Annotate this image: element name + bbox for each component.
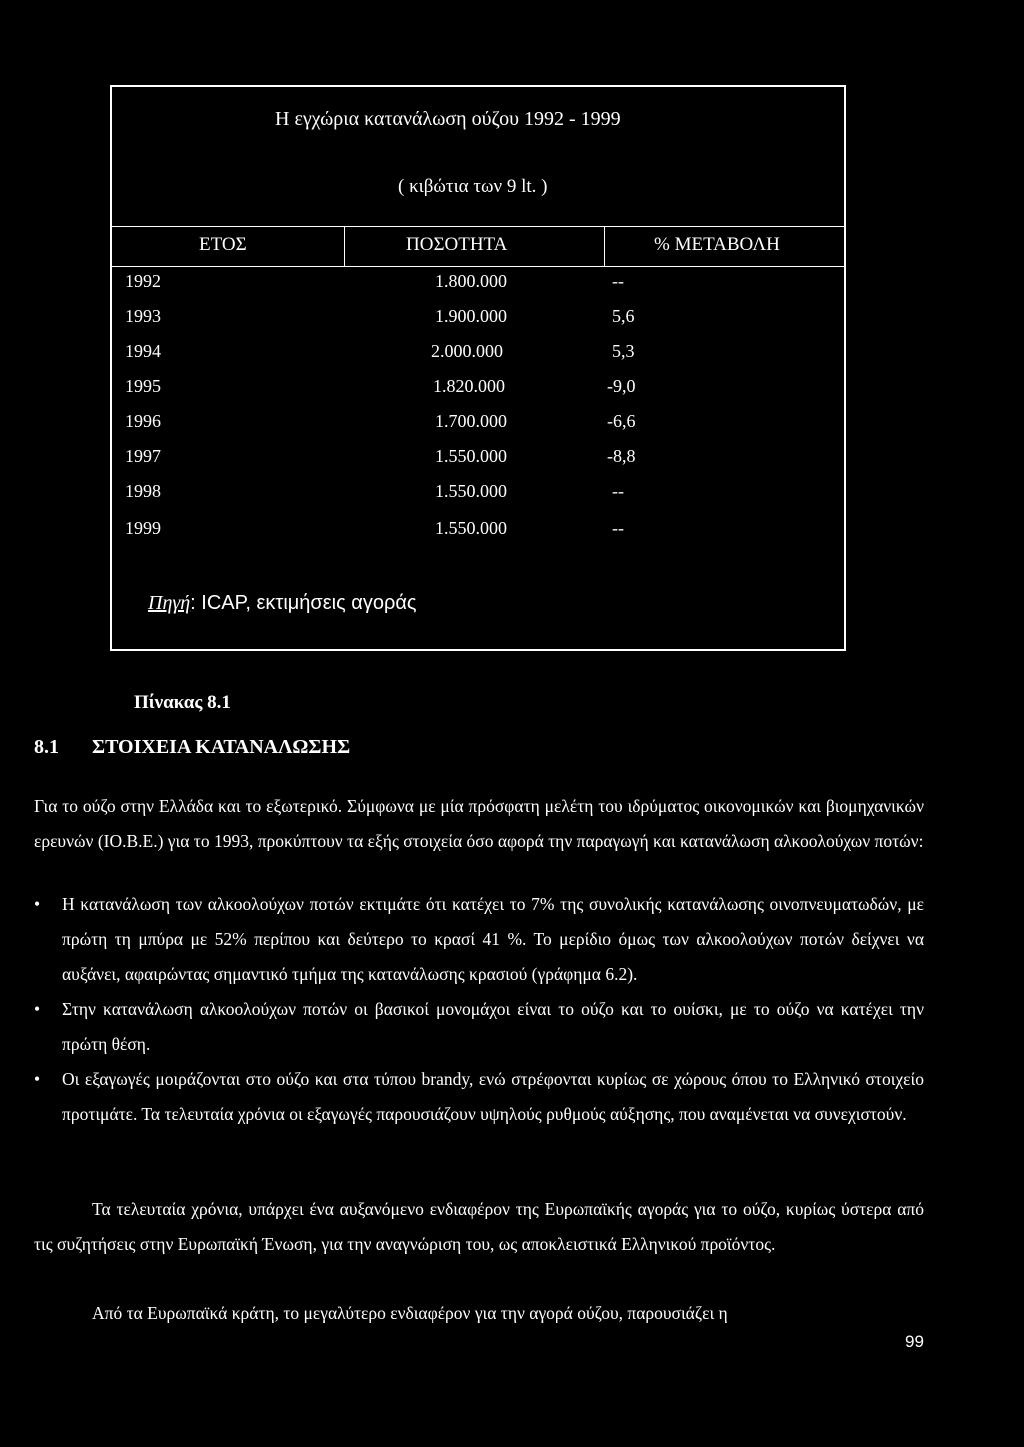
cell-quantity: 2.000.000 bbox=[431, 341, 503, 361]
cell-change: -9,0 bbox=[607, 376, 636, 396]
cell-year: 1994 bbox=[125, 341, 161, 361]
table-source bbox=[148, 592, 417, 615]
table-frame bbox=[110, 85, 846, 651]
list-item: • Στην κατανάλωση αλκοολούχων ποτών οι βασικοί μονομάχοι είναι το ούζο και το ουίσκι, με το ούζο να κατέχει την πρώτη θέση. bbox=[34, 992, 924, 1062]
header-top-rule bbox=[110, 226, 846, 227]
section-title: ΣΤΟΙΧΕΙΑ ΚΑΤΑΝΑΛΩΣΗΣ bbox=[92, 736, 351, 758]
cell-change: -8,8 bbox=[607, 446, 636, 466]
section-heading bbox=[34, 736, 350, 759]
header-change: % ΜΕΤΑΒΟΛΗ bbox=[654, 234, 780, 255]
header-bottom-rule bbox=[110, 266, 846, 267]
cell-change: -- bbox=[612, 271, 624, 291]
section-number: 8.1 bbox=[34, 736, 59, 758]
cell-year: 1993 bbox=[125, 306, 161, 326]
source-label: Πηγή bbox=[148, 592, 191, 614]
source-text: : ICAP, εκτιμήσεις αγοράς bbox=[190, 592, 417, 614]
paragraph-2: Τα τελευταία χρόνια, υπάρχει ένα αυξανόμενο ενδιαφέρον της Ευρωπαϊκής αγοράς για το ούζο, κυρίως ύστερα από τις συζητήσεις στην Ευρωπαϊκή Ένωση, για την αναγνώριση του, ως αποκλειστικά Ελληνικού προϊόντος. bbox=[34, 1199, 924, 1254]
cell-year: 1999 bbox=[125, 518, 161, 538]
cell-quantity: 1.800.000 bbox=[435, 271, 507, 291]
cell-year: 1997 bbox=[125, 446, 161, 466]
cell-change: 5,3 bbox=[612, 341, 635, 361]
cell-year: 1998 bbox=[125, 481, 161, 501]
cell-quantity: 1.700.000 bbox=[435, 411, 507, 431]
page-number: 99 bbox=[905, 1332, 924, 1351]
bullet-list bbox=[34, 887, 924, 1132]
cell-change: 5,6 bbox=[612, 306, 635, 326]
header-quantity: ΠΟΣΟΤΗΤΑ bbox=[406, 234, 508, 255]
table-subtitle: ( κιβώτια των 9 lt. ) bbox=[398, 176, 548, 197]
cell-quantity: 1.900.000 bbox=[435, 306, 507, 326]
cell-quantity: 1.820.000 bbox=[433, 376, 505, 396]
cell-change: -- bbox=[612, 518, 624, 538]
cell-change: -- bbox=[612, 481, 624, 501]
table-title: Η εγχώρια κατανάλωση ούζου 1992 - 1999 bbox=[275, 108, 621, 130]
cell-year: 1996 bbox=[125, 411, 161, 431]
header-divider-1 bbox=[344, 226, 345, 266]
header-divider-2 bbox=[604, 226, 605, 266]
table-caption: Πίνακας 8.1 bbox=[134, 692, 231, 713]
list-item: • Η κατανάλωση των αλκοολούχων ποτών εκτιμάτε ότι κατέχει το 7% της συνολικής κατανάλωσης οινοπνευματωδών, με πρώτη τη μπύρα με 52% περίπου και δεύτερο το κρασί 41 %. Το μερίδιο όμως των αλκοολούχων ποτών δείχνει να αυξάνει, αφαιρώντας σημαντικό τμήμα της κατανάλωσης κρασιού (γράφημα 6.2). bbox=[34, 887, 924, 992]
cell-change: -6,6 bbox=[607, 411, 636, 431]
paragraph-3: Από τα Ευρωπαϊκά κράτη, το μεγαλύτερο ενδιαφέρον για την αγορά ούζου, παρουσιάζει η bbox=[92, 1303, 728, 1323]
cell-quantity: 1.550.000 bbox=[435, 446, 507, 466]
cell-year: 1995 bbox=[125, 376, 161, 396]
cell-quantity: 1.550.000 bbox=[435, 518, 507, 538]
intro-paragraph: Για το ούζο στην Ελλάδα και το εξωτερικό. Σύμφωνα με μία πρόσφατη μελέτη του ιδρύματος οικονομικών και βιομηχανικών ερευνών (ΙΟ.Β.Ε.) για το 1993, προκύπτουν τα εξής στοιχεία όσο αφορά την παραγωγή και κατανάλωση αλκοολούχων ποτών: bbox=[34, 796, 924, 851]
list-item: • Οι εξαγωγές μοιράζονται στο ούζο και στα τύπου brandy, ενώ στρέφονται κυρίως σε χώρους όπου το Ελληνικό στοιχείο προτιμάτε. Τα τελευταία χρόνια οι εξαγωγές παρουσιάζουν υψηλούς ρυθμούς αύξησης, που αναμένεται να συνεχιστούν. bbox=[34, 1062, 924, 1132]
cell-year: 1992 bbox=[125, 271, 161, 291]
cell-quantity: 1.550.000 bbox=[435, 481, 507, 501]
header-year: ΕΤΟΣ bbox=[199, 234, 247, 255]
